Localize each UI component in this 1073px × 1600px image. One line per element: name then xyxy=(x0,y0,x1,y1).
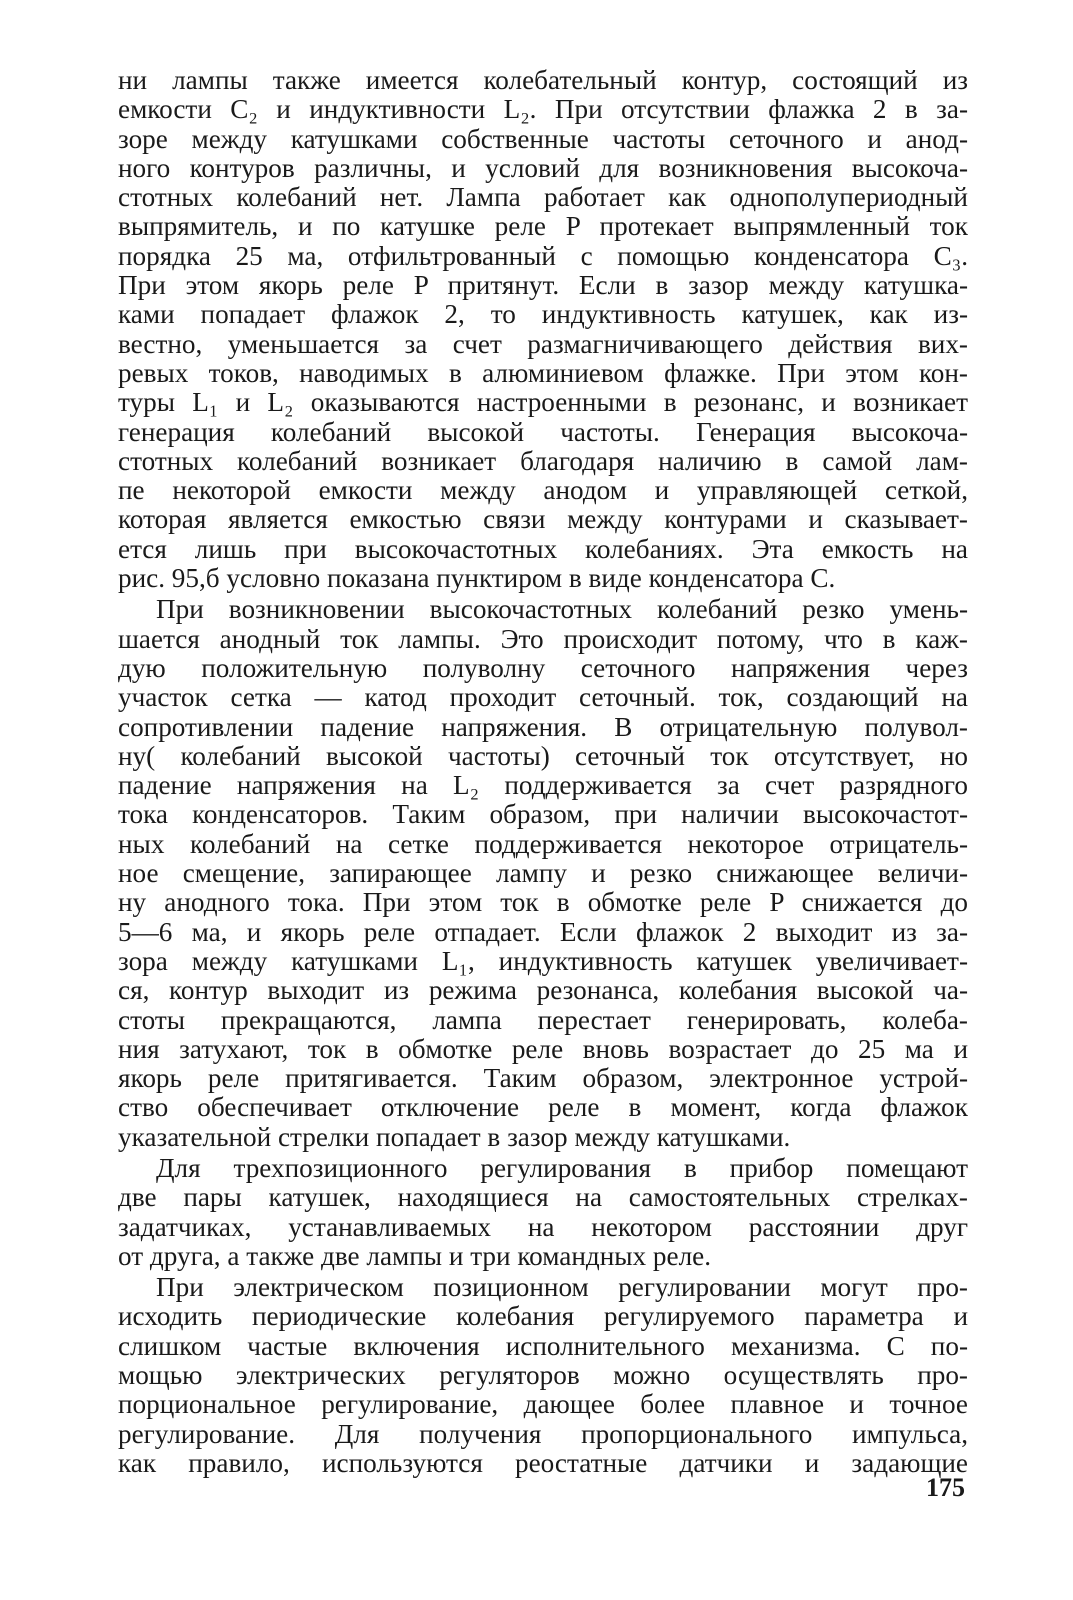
paragraph-1 xyxy=(118,66,968,593)
text-line: ется лишь при высокочастотных колебаниях. Эта емкость на xyxy=(118,533,968,564)
text-line: ками попадает флажок 2, то индуктивность катушек, как из- xyxy=(118,299,968,330)
text-line: зоре между катушками собственные частоты сеточного и анод- xyxy=(118,123,968,154)
text-line: ну( колебаний высокой частоты) сеточный ток отсутствует, но xyxy=(118,740,968,771)
text-line: ни лампы также имеется колебательный контур, состоящий из xyxy=(118,65,968,95)
text-line: стоты прекращаются, лампа перестает генерировать, колеба- xyxy=(118,1004,968,1035)
text-line: ство обеспечивает отключение реле в момент, когда флажок xyxy=(118,1092,968,1123)
text-line: две пары катушек, находящиеся на самостоятельных стрелках- xyxy=(118,1182,968,1213)
page-number: 175 xyxy=(926,1473,965,1502)
text-line: стотных колебаний возникает благодаря наличию в самой лам- xyxy=(118,445,968,476)
text-line: которая является емкостью связи между контурами и сказывает- xyxy=(118,504,968,535)
text-line: тока конденсаторов. Таким образом, при наличии высокочастот- xyxy=(118,799,968,830)
text-line: ну анодного тока. При этом ток в обмотке реле P снижается до xyxy=(118,887,968,918)
text-line: порциональное регулирование, дающее более плавное и точное xyxy=(118,1389,968,1420)
text-line: дую положительную полуволну сеточного напряжения через xyxy=(118,652,968,683)
text-line: зора между катушками L₁, индуктивность катушек увеличивает- xyxy=(118,945,968,976)
text-line: пе некоторой емкости между анодом и управляющей сеткой, xyxy=(118,475,968,506)
text-line: задатчиках, устанавливаемых на некотором расстоянии друг xyxy=(118,1211,968,1242)
text-line: указательной стрелки попадает в зазор между катушками. xyxy=(118,1121,791,1152)
text-line: При возникновении высокочастотных колебаний резко умень- xyxy=(156,594,968,625)
paragraph-4 xyxy=(118,1273,968,1478)
text-line: шается анодный ток лампы. Это происходит потому, что в каж- xyxy=(118,623,968,654)
text-line: ного контуров различны, и условий для возникновения высокоча- xyxy=(118,152,968,183)
text-line: мощью электрических регуляторов можно осуществлять про- xyxy=(118,1360,968,1391)
text-line: генерация колебаний высокой частоты. Генерация высокоча- xyxy=(118,416,968,447)
text-line: 5—6 ма, и якорь реле отпадает. Если флажок 2 выходит из за- xyxy=(118,916,968,947)
text-line: падение напряжения на L₂ поддерживается за счет разрядного xyxy=(118,770,968,801)
paragraph-3 xyxy=(118,1154,968,1271)
text-line: порядка 25 ма, отфильтрованный с помощью конденсатора C₃. xyxy=(118,240,968,271)
text-line: ных колебаний на сетке поддерживается некоторое отрицатель- xyxy=(118,828,968,859)
text-line: ное смещение, запирающее лампу и резко снижающее величи- xyxy=(118,858,968,889)
page-body xyxy=(118,66,968,1478)
text-line: емкости C₂ и индуктивности L₂. При отсутствии флажка 2 в за- xyxy=(118,94,968,125)
text-line: от друга, а также две лампы и три командных реле. xyxy=(118,1240,712,1271)
text-line: как правило, используются реостатные датчики и задающие xyxy=(118,1447,968,1478)
text-line: Для трехпозиционного регулирования в прибор помещают xyxy=(156,1152,968,1183)
text-line: При электрическом позиционном регулировании могут про- xyxy=(156,1272,968,1303)
text-line: якорь реле притягивается. Таким образом, электронное устрой- xyxy=(118,1063,968,1094)
text-line: ния затухают, ток в обмотке реле вновь возрастает до 25 ма и xyxy=(118,1033,968,1064)
text-line: выпрямитель, и по катушке реле P протекает выпрямленный ток xyxy=(118,211,968,242)
text-line: ся, контур выходит из режима резонанса, колебания высокой ча- xyxy=(118,975,968,1006)
text-line: регулирование. Для получения пропорционального импульса, xyxy=(118,1418,968,1449)
paragraph-2 xyxy=(118,595,968,1152)
text-line: исходить периодические колебания регулируемого параметра и xyxy=(118,1301,968,1332)
text-line: стотных колебаний нет. Лампа работает как однополупериодный xyxy=(118,182,968,213)
text-line: участок сетка — катод проходит сеточный. ток, создающий на xyxy=(118,682,968,713)
text-line: слишком частые включения исполнительного механизма. С по- xyxy=(118,1330,968,1361)
text-line: туры L₁ и L₂ оказываются настроенными в резонанс, и возникает xyxy=(118,387,968,418)
text-line: сопротивлении падение напряжения. В отрицательную полувол- xyxy=(118,711,968,742)
text-line: вестно, уменьшается за счет размагничивающего действия вих- xyxy=(118,328,968,359)
text-line: ревых токов, наводимых в алюминиевом флажке. При этом кон- xyxy=(118,357,968,388)
text-line: рис. 95,б условно показана пунктиром в виде конденсатора C. xyxy=(118,563,836,594)
text-line: При этом якорь реле P притянут. Если в зазор между катушка- xyxy=(118,270,968,301)
